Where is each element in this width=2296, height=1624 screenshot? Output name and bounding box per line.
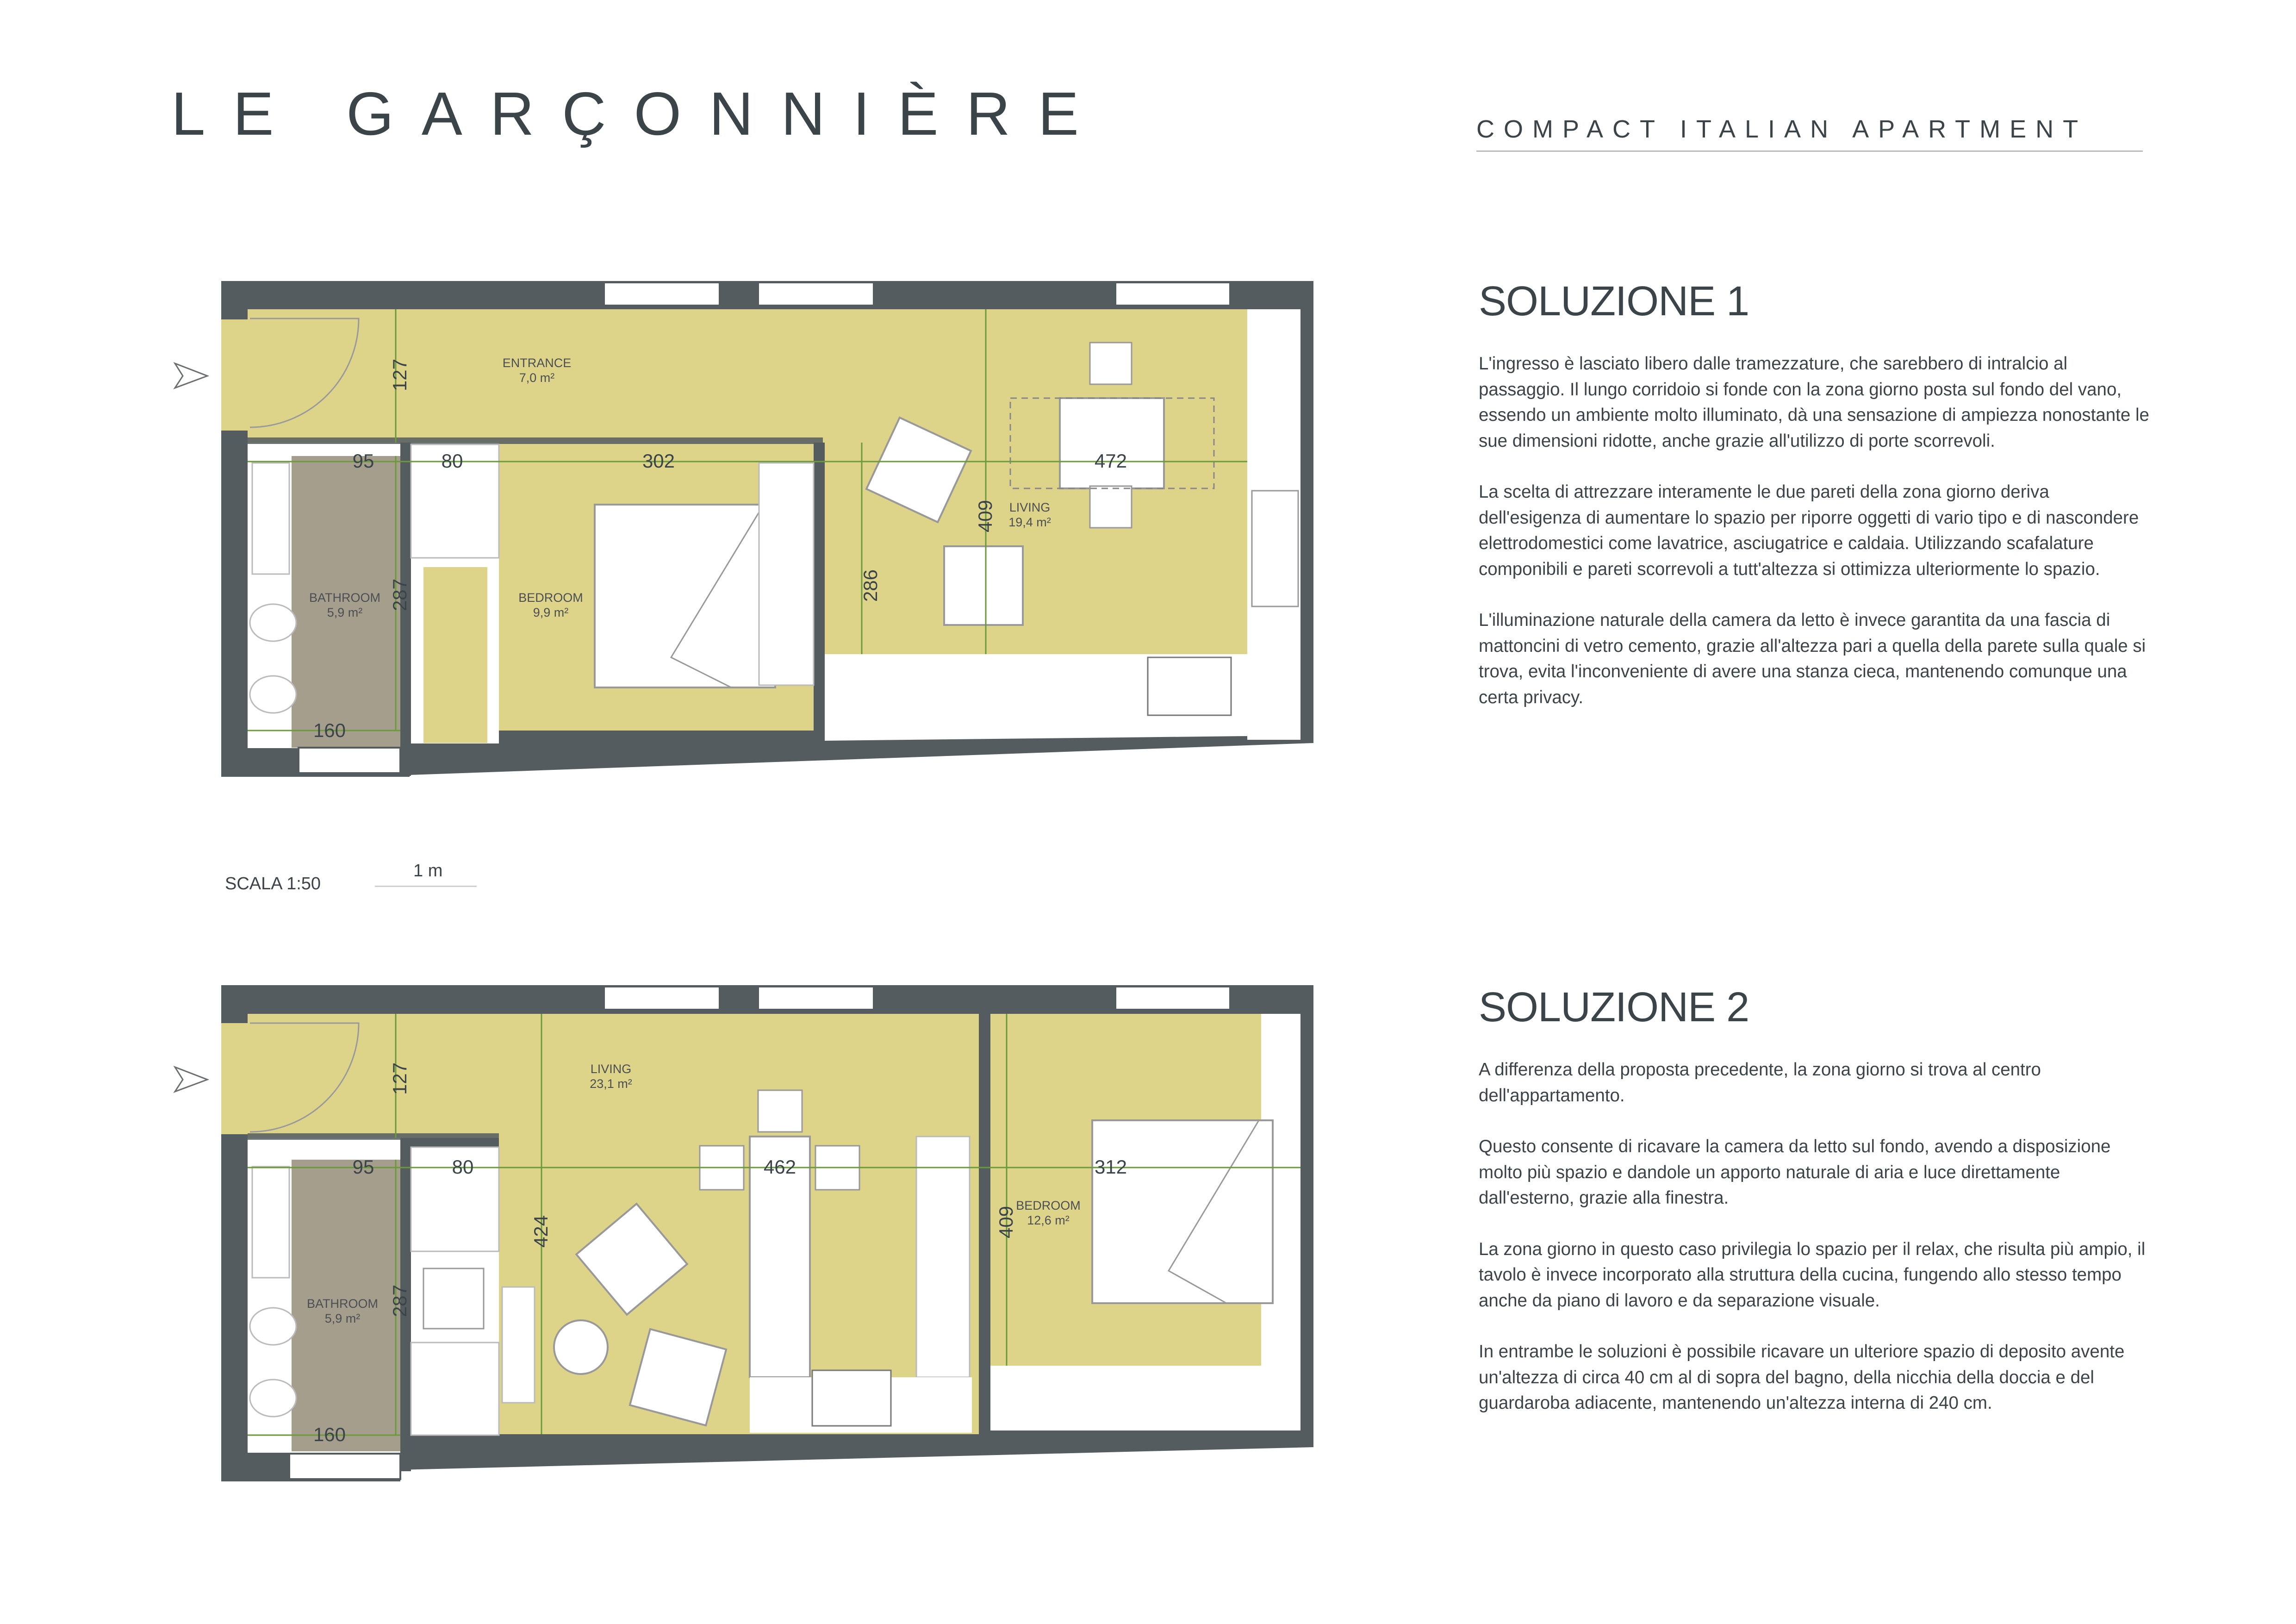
plan2-entrance-opening	[221, 1023, 248, 1134]
plan1-dim-95: 95	[352, 450, 374, 472]
solution2-paragraph-2: Questo consente di ricavare la camera da letto sul fondo, avendo a disposizione molto più spazio e dandole un apporto naturale di aria e luce direttamente dall'esterno, grazie alla finestra.	[1479, 1137, 2111, 1208]
plan1-dim-302: 302	[642, 450, 675, 472]
solution1-paragraph-1: L'ingresso è lasciato libero dalle tramezzature, che sarebbero di intralcio al passaggio. Il lungo corridoio si fonde con la zona giorno posta sul fondo del vano, essendo un ambiente molto illuminato, dà una sensazione di ampiezza nonostante le sue dimensioni ridotte, anche grazie all'utilizzo di porte scorrevoli.	[1479, 354, 2149, 451]
plan2-stove	[812, 1370, 891, 1426]
plan2-sink	[252, 1167, 289, 1278]
plan1-dim-80: 80	[441, 450, 463, 472]
solution1-paragraph-3: L'illuminazione naturale della camera da letto è invece garantita da una fascia di mattoncini di vetro cemento, grazie all'altezza pari a quella della parete sulla quale si trova, evita l'inconveniente di avere una stanza cieca, mantenendo comunque una certa privacy.	[1479, 610, 2146, 707]
scale-unit: 1 m	[413, 861, 443, 881]
plan1-living-label: LIVING	[1009, 500, 1051, 514]
page-title: LE GARÇONNIÈRE	[171, 80, 1107, 148]
plan2-dim-424: 424	[530, 1215, 552, 1248]
plan2-toilet	[250, 1308, 296, 1345]
solution2-paragraph-4: In entrambe le soluzioni è possibile ricavare un ulteriore spazio di deposito avente un'altezza di circa 40 cm al di sopra del bagno, della nicchia della doccia e del guardaroba adiacente, mantenendo un'altezza interna di 240 cm.	[1479, 1342, 2125, 1413]
plan1-dim-287: 287	[389, 578, 411, 612]
entrance-arrow-icon	[175, 1067, 207, 1092]
plan2-dim-287: 287	[389, 1284, 411, 1318]
plan2-wall-bedroom	[979, 1074, 990, 1440]
plan2-dim-127: 127	[389, 1062, 411, 1095]
plan2-bedroom-area: 12,6 m²	[1027, 1213, 1070, 1227]
plan2-dim-80: 80	[452, 1156, 474, 1178]
plan1-entrance-area: 7,0 m²	[519, 371, 555, 385]
plan2-boiler	[423, 1268, 484, 1329]
scale-label: SCALA 1:50	[225, 874, 321, 893]
plan2-window-1	[604, 987, 720, 1010]
plan1-bathroom-area: 5,9 m²	[327, 606, 363, 619]
solution2-title: SOLUZIONE 2	[1479, 984, 1749, 1031]
solution2-description	[1479, 1057, 2154, 1442]
plan1-bedroom-label: BEDROOM	[518, 591, 583, 605]
plan2-window-2	[758, 987, 874, 1010]
plan2-bed	[1092, 1120, 1273, 1303]
plan2-window-3	[1115, 987, 1230, 1010]
plan1-dim-127: 127	[389, 358, 411, 392]
plan2-wall-corridor	[221, 1133, 499, 1140]
solution1-paragraph-2: La scelta di attrezzare interamente le due pareti della zona giorno deriva dell'esigenza di aumentare lo spazio per riporre oggetti di vario tipo e di nascondere elettrodomestici come lavatrice, asciugatrice e caldaia. Utilizzando scafalature componibili e pareti scorrevoli a tutt'altezza si ottimizza ulteriormente lo spazio.	[1479, 482, 2139, 579]
plan1-entrance-label: ENTRANCE	[502, 356, 572, 370]
plan2-dim-409: 409	[995, 1206, 1017, 1239]
plan1-dim-160: 160	[313, 719, 346, 741]
plan2-chair-top	[758, 1090, 802, 1132]
plan2-living-floor	[248, 1014, 979, 1138]
plan2-dim-95: 95	[352, 1156, 374, 1178]
plan1-dim-472: 472	[1094, 450, 1127, 472]
plan2-dim-312: 312	[1094, 1156, 1127, 1178]
solution2-paragraph-3: La zona giorno in questo caso privilegia lo spazio per il relax, che risulta più ampio, il tavolo è invece incorporato alla struttura della cucina, fungendo allo stesso tempo anche da piano di lavoro e da separazione visuale.	[1479, 1239, 2146, 1311]
plan2-wc-cabinet	[411, 1343, 499, 1435]
page-subtitle: COMPACT ITALIAN APARTMENT	[1476, 115, 2088, 143]
plan2-window-bath	[289, 1454, 400, 1479]
plan1-dim-409: 409	[974, 500, 996, 533]
plan1-bathroom-label: BATHROOM	[309, 591, 380, 605]
plan2-living-label: LIVING	[590, 1062, 632, 1076]
plan2-sideboard	[502, 1287, 535, 1403]
solution2-paragraph-1: A differenza della proposta precedente, la zona giorno si trova al centro dell'appartamento.	[1479, 1060, 2041, 1106]
plan2-bathroom-area: 5,9 m²	[324, 1312, 361, 1325]
solution1-description	[1479, 351, 2154, 736]
plan2-bidet	[250, 1380, 296, 1417]
plan2-bedroom-wardrobe	[990, 1366, 1300, 1430]
plan2-living-area: 23,1 m²	[590, 1077, 632, 1091]
plan2-bathroom-label: BATHROOM	[307, 1297, 378, 1311]
solution1-title: SOLUZIONE 1	[1479, 278, 1749, 325]
plan1-living-area: 19,4 m²	[1008, 515, 1051, 529]
plan2-bedroom-label: BEDROOM	[1016, 1199, 1081, 1212]
plan2-kitchen-counter	[916, 1137, 970, 1377]
plan2-dim-160: 160	[313, 1424, 346, 1445]
plan2-coffee-table	[554, 1320, 608, 1374]
plan1-dim-286: 286	[859, 569, 881, 602]
plan2-dim-462: 462	[763, 1156, 796, 1178]
plan1-bedroom-area: 9,9 m²	[533, 606, 569, 619]
